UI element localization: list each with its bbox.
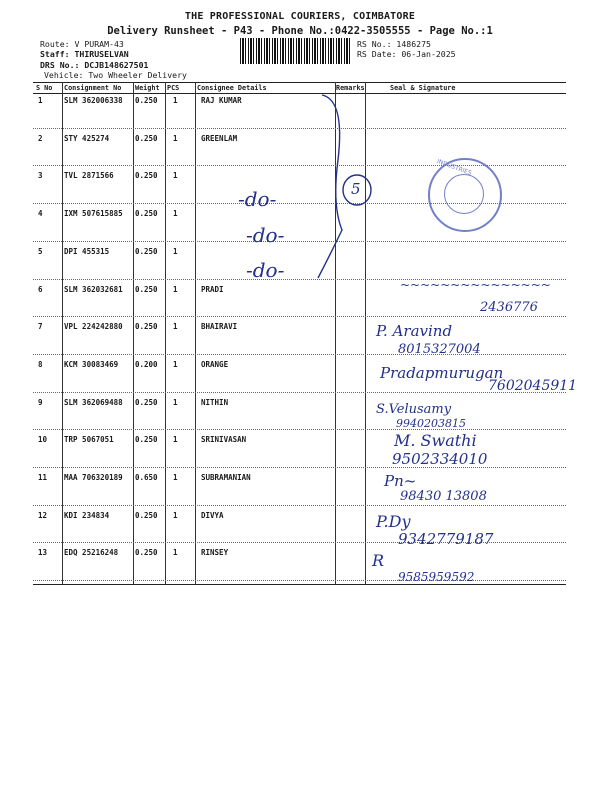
- table-cell-sno: 2: [38, 134, 43, 143]
- seal-stamp: [428, 158, 502, 232]
- table-cell-cons: MAA 706320189: [64, 473, 123, 482]
- company-title: THE PROFESSIONAL COURIERS, COIMBATORE: [184, 11, 416, 22]
- table-cell-cons: SLM 362032681: [64, 285, 123, 294]
- table-cell-weight: 0.250: [135, 398, 158, 407]
- table-cell-pcs: 1: [173, 398, 178, 407]
- table-cell-sno: 3: [38, 171, 43, 180]
- signature-row7: P. Aravind: [376, 322, 453, 340]
- col-header-sno: S No: [36, 84, 53, 92]
- phone-row11: 98430 13808: [400, 489, 487, 504]
- table-cell-sno: 11: [38, 473, 48, 482]
- table-cell-weight: 0.250: [135, 171, 158, 180]
- vehicle-label: Vehicle: Two Wheeler Delivery: [44, 70, 187, 80]
- table-cell-sno: 5: [38, 247, 43, 256]
- signature-row13: R: [372, 551, 385, 570]
- table-cell-weight: 0.250: [135, 548, 158, 557]
- table-cell-weight: 0.250: [135, 96, 158, 105]
- col-header-weight: Weight: [135, 84, 160, 92]
- table-cell-cons: STY 425274: [64, 134, 110, 143]
- handwritten-ditto: -do-: [246, 258, 285, 282]
- table-cell-sno: 9: [38, 398, 43, 407]
- table-cell-weight: 0.250: [135, 134, 158, 143]
- phone-row6: 2436776: [480, 300, 538, 315]
- table-cell-name: BHAIRAVI: [201, 322, 238, 331]
- phone-row9: 9940203815: [396, 417, 466, 430]
- table-cell-name: PRADI: [201, 285, 224, 294]
- table-cell-weight: 0.250: [135, 209, 158, 218]
- table-cell-cons: EDQ 25216248: [64, 548, 119, 557]
- col-header-consignee: Consignee Details: [197, 84, 267, 92]
- table-cell-name: SUBRAMANIAN: [201, 473, 251, 482]
- table-cell-cons: KDI 234834: [64, 511, 110, 520]
- drs-number: DRS No.: DCJB148627501: [40, 60, 149, 70]
- route-label: Route: V PURAM-43: [40, 39, 124, 49]
- table-cell-pcs: 1: [173, 96, 178, 105]
- table-cell-sno: 12: [38, 511, 48, 520]
- phone-row13: 9585959592: [398, 570, 475, 584]
- rs-number: RS No.: 1486275: [357, 39, 431, 49]
- signature-row9: S.Velusamy: [376, 402, 452, 417]
- table-cell-sno: 6: [38, 285, 43, 294]
- col-header-remarks: Remarks: [336, 84, 365, 92]
- table-cell-name: RAJ KUMAR: [201, 96, 242, 105]
- runsheet-title: Delivery Runsheet - P43 - Phone No.:0422-3505555 - Page No.:1: [107, 25, 493, 37]
- phone-row8: 7602045911: [488, 378, 578, 394]
- table-cell-sno: 1: [38, 96, 43, 105]
- phone-row12: 9342779187: [398, 530, 494, 548]
- table-cell-sno: 13: [38, 548, 48, 557]
- phone-row7: 8015327004: [398, 342, 481, 357]
- handwritten-ditto: -do-: [238, 187, 277, 211]
- table-cell-cons: DPI 455315: [64, 247, 110, 256]
- table-cell-pcs: 1: [173, 322, 178, 331]
- table-cell-pcs: 1: [173, 171, 178, 180]
- table-cell-pcs: 1: [173, 360, 178, 369]
- signature-row12: P.Dy: [376, 512, 411, 531]
- signature-row11: Pn~: [384, 472, 417, 490]
- table-cell-cons: SLM 362069488: [64, 398, 123, 407]
- table-cell-weight: 0.250: [135, 511, 158, 520]
- phone-row10: 9502334010: [392, 450, 488, 468]
- handwritten-count: 5: [351, 180, 361, 198]
- table-cell-name: DIVYA: [201, 511, 224, 520]
- table-cell-pcs: 1: [173, 134, 178, 143]
- table-cell-name: SRINIVASAN: [201, 435, 247, 444]
- brace-mark: [318, 95, 342, 278]
- table-cell-sno: 8: [38, 360, 43, 369]
- table-cell-weight: 0.250: [135, 435, 158, 444]
- table-cell-weight: 0.250: [135, 285, 158, 294]
- table-cell-name: NITHIN: [201, 398, 229, 407]
- table-cell-weight: 0.250: [135, 322, 158, 331]
- col-header-pcs: PCS: [167, 84, 180, 92]
- table-cell-sno: 10: [38, 435, 48, 444]
- table-cell-sno: 7: [38, 322, 43, 331]
- table-cell-cons: SLM 362006338: [64, 96, 123, 105]
- table-cell-pcs: 1: [173, 511, 178, 520]
- table-cell-name: ORANGE: [201, 360, 229, 369]
- table-cell-cons: IXM 507615885: [64, 209, 123, 218]
- table-cell-name: RINSEY: [201, 548, 229, 557]
- staff-label: Staff: THIRUSELVAN: [40, 49, 129, 59]
- table-cell-pcs: 1: [173, 435, 178, 444]
- table-cell-cons: TVL 2871566: [64, 171, 114, 180]
- handwritten-ditto: -do-: [246, 223, 285, 247]
- signature-row6: ~~~~~~~~~~~~~~~: [400, 278, 551, 292]
- table-cell-pcs: 1: [173, 473, 178, 482]
- table-cell-name: GREENLAM: [201, 134, 238, 143]
- stamp-text: INDUSTRIES: [435, 158, 473, 177]
- table-cell-weight: 0.650: [135, 473, 158, 482]
- col-header-consignment: Consignment No: [64, 84, 122, 92]
- table-cell-cons: VPL 224242880: [64, 322, 123, 331]
- signature-row10: M. Swathi: [394, 431, 477, 450]
- table-cell-cons: TRP 5067051: [64, 435, 114, 444]
- table-cell-sno: 4: [38, 209, 43, 218]
- col-header-signature: Seal & Signature: [390, 84, 456, 92]
- table-cell-cons: KCM 30083469: [64, 360, 119, 369]
- table-cell-pcs: 1: [173, 247, 178, 256]
- table-cell-weight: 0.200: [135, 360, 158, 369]
- table-cell-pcs: 1: [173, 285, 178, 294]
- table-cell-weight: 0.250: [135, 247, 158, 256]
- table-cell-pcs: 1: [173, 209, 178, 218]
- signature-row8: Pradapmurugan: [380, 364, 504, 382]
- rs-date: RS Date: 06-Jan-2025: [357, 49, 456, 59]
- table-cell-pcs: 1: [173, 548, 178, 557]
